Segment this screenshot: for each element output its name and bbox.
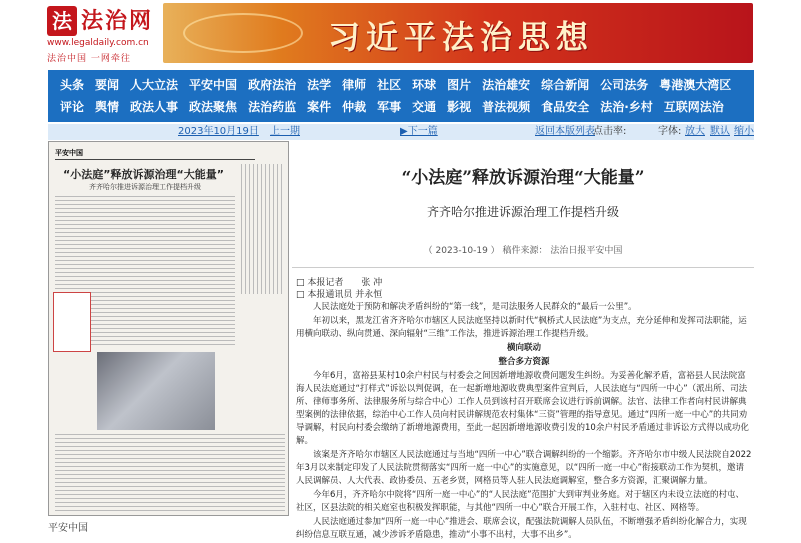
font-default-link[interactable]: 默认 <box>710 126 730 137</box>
site-logo[interactable] <box>47 6 154 64</box>
nav-item[interactable]: 粤港澳大湾区 <box>659 78 732 92</box>
article-title: “小法庭”释放诉源治理“大能量” <box>401 168 645 188</box>
main-nav <box>48 70 754 122</box>
nav-row-2 <box>60 96 754 118</box>
nav-item[interactable]: 影视 <box>447 100 472 114</box>
thumbnail-subhead: 齐齐哈尔推进诉源治理工作提档升级 <box>89 183 201 191</box>
nav-item[interactable]: 头条 <box>60 78 85 92</box>
byline-correspondent: □ 本报通讯员 并永恒 <box>296 290 383 300</box>
paragraph: 今年6月，富裕县某村10余户村民与村委会之间因新增地源收费问题发生纠纷。为妥善化解矛盾，富裕县人民法院富海人民法庭通过“打样式”诉讼以判促调，在一起新增地源收费典型案件宣判后，人民法庭与“四所一中心”（派出所、司法所、律师事务所、法律服务所与综合中心）工作人员到该村召开联席会议进行诉前调解。法官、法律工作者向村民讲解典型案例的法律依据，综治中心工作人员向村民讲解规范农村集体“三资”管理的指导意见。通过“四所一庭一中心”的共同劝导调解，村民向村委会缴纳了新增地源费用，至此一起因新增地源收费引发的10余户村民矛盾通过非诉讼方式得以成功化解。 <box>296 371 749 446</box>
thumbnail-headline: “小法庭”释放诉源治理“大能量” <box>63 168 224 181</box>
nav-item[interactable]: 图片 <box>447 78 472 92</box>
nav-item[interactable]: 交通 <box>412 100 437 114</box>
back-to-list-link[interactable]: 返回本版列表 <box>535 126 595 137</box>
nav-item[interactable]: 舆情 <box>95 100 120 114</box>
logo-slogan: 法治中国 一网牵往 <box>47 54 131 64</box>
paragraph: 今年6月，齐齐哈尔中院将“四所一庭一中心”的“人民法庭”范围扩大到审判业务庭。对于辖区内未设立法庭的村屯、社区，区县法院的相关庭室也积极发挥职能，与其他“四所一中心”联合开展工作，入驻村屯、社区、网格等。 <box>296 490 745 513</box>
byline-reporter: □ 本报记者 张 冲 <box>296 278 383 288</box>
nav-item[interactable]: 仲裁 <box>342 100 367 114</box>
thumbnail-text-block-bottom <box>55 434 285 512</box>
click-count-label: 点击率: <box>593 126 627 137</box>
paragraph: 年初以来，黑龙江省齐齐哈尔市辖区人民法庭坚持以新时代“枫桥式人民法庭”为支点，充分延伸和发挥司法职能，运用横向联动、纵向贯通、深向辐射“三维”工作法，推进诉源治理工作提档升级。 <box>296 316 747 339</box>
next-article-link[interactable]: ▶下一篇 <box>400 126 438 137</box>
nav-row-1 <box>60 74 754 96</box>
site-header <box>0 0 801 66</box>
nav-item[interactable]: 军事 <box>377 100 402 114</box>
nav-item[interactable]: 平安中国 <box>189 78 238 92</box>
thumbnail-sidebar-box <box>53 292 91 352</box>
nav-item[interactable]: 政府法治 <box>248 78 297 92</box>
issue-date-link[interactable]: 2023年10月19日 <box>178 126 259 137</box>
thumbnail-photo <box>97 352 215 430</box>
thumbnail-caption: 平安中国 <box>48 523 88 534</box>
nav-item[interactable]: 公司法务 <box>600 78 649 92</box>
newspaper-page-thumbnail[interactable] <box>48 141 289 516</box>
paragraph: 人民法庭处于预防和解决矛盾纠纷的“第一线”，是司法服务人民群众的“最后一公里”。 <box>313 302 637 312</box>
paragraph: 该案是齐齐哈尔市辖区人民法庭通过与当地“四所一中心”联合调解纠纷的一个缩影。齐齐哈尔市中级人民法院自2022年3月以来制定印发了人民法院贯彻落实“四所一庭一中心”的实施意见，以“四所一庭一中心”衔接联动工作为契机，邀请人民调解员、人大代表、政协委员、五老乡贤，网格员等人驻人民法庭调解室，整合多方资源，汇聚调解力量。 <box>296 450 752 486</box>
logo-url: www.legaldaily.com.cn <box>47 38 149 48</box>
nav-item[interactable]: 环球 <box>412 78 437 92</box>
nav-item[interactable]: 政法聚焦 <box>189 100 238 114</box>
article-meta: （ 2023-10-19 ） 稿件来源： 法治日报平安中国 <box>423 246 623 256</box>
logo-name: 法治网 <box>81 8 154 34</box>
article-subtitle: 齐齐哈尔推进诉源治理工作提档升级 <box>426 205 619 219</box>
banner-swirl-decoration <box>183 13 303 53</box>
nav-item[interactable]: 法治雄安 <box>482 78 531 92</box>
article <box>292 141 754 540</box>
nav-item[interactable]: 食品安全 <box>541 100 590 114</box>
logo-mark: 法 <box>47 6 77 36</box>
font-large-link[interactable]: 放大 <box>685 126 705 137</box>
nav-item[interactable]: 要闻 <box>95 78 120 92</box>
nav-item[interactable]: 普法视频 <box>482 100 531 114</box>
paragraph: 人民法庭通过参加“四所一庭一中心”推进会、联席会议，配强法院调解人员队伍，不断增强矛盾纠纷化解合力，实现纠纷信息互联互通，减少涉诉矛盾隐患，推动“小事不出村，大事不出乡”。 <box>296 517 747 540</box>
article-body <box>296 301 752 543</box>
nav-item[interactable]: 综合新闻 <box>541 78 590 92</box>
banner[interactable] <box>163 3 753 63</box>
thumbnail-side-column <box>241 164 285 294</box>
font-small-link[interactable]: 缩小 <box>734 126 754 137</box>
nav-item[interactable]: 互联网法治 <box>663 100 724 114</box>
section-heading: 横向联动 <box>506 343 541 353</box>
nav-item[interactable]: 评论 <box>60 100 85 114</box>
thumbnail-masthead: 平安中国 <box>55 148 255 160</box>
nav-item[interactable]: 法治·乡村 <box>600 100 653 114</box>
divider <box>292 267 754 268</box>
font-size-label: 字体: <box>658 126 682 137</box>
nav-item[interactable]: 律师 <box>342 78 367 92</box>
prev-issue-link[interactable]: 上一期 <box>270 126 300 137</box>
nav-item[interactable]: 人大立法 <box>130 78 179 92</box>
nav-item[interactable]: 政法人事 <box>130 100 179 114</box>
nav-item[interactable]: 法治药监 <box>248 100 297 114</box>
section-heading: 整合多方资源 <box>498 357 550 367</box>
issue-toolbar <box>48 124 754 140</box>
nav-item[interactable]: 法学 <box>307 78 332 92</box>
nav-item[interactable]: 案件 <box>307 100 332 114</box>
nav-item[interactable]: 社区 <box>377 78 402 92</box>
banner-title: 习近平法治思想 <box>328 18 595 56</box>
